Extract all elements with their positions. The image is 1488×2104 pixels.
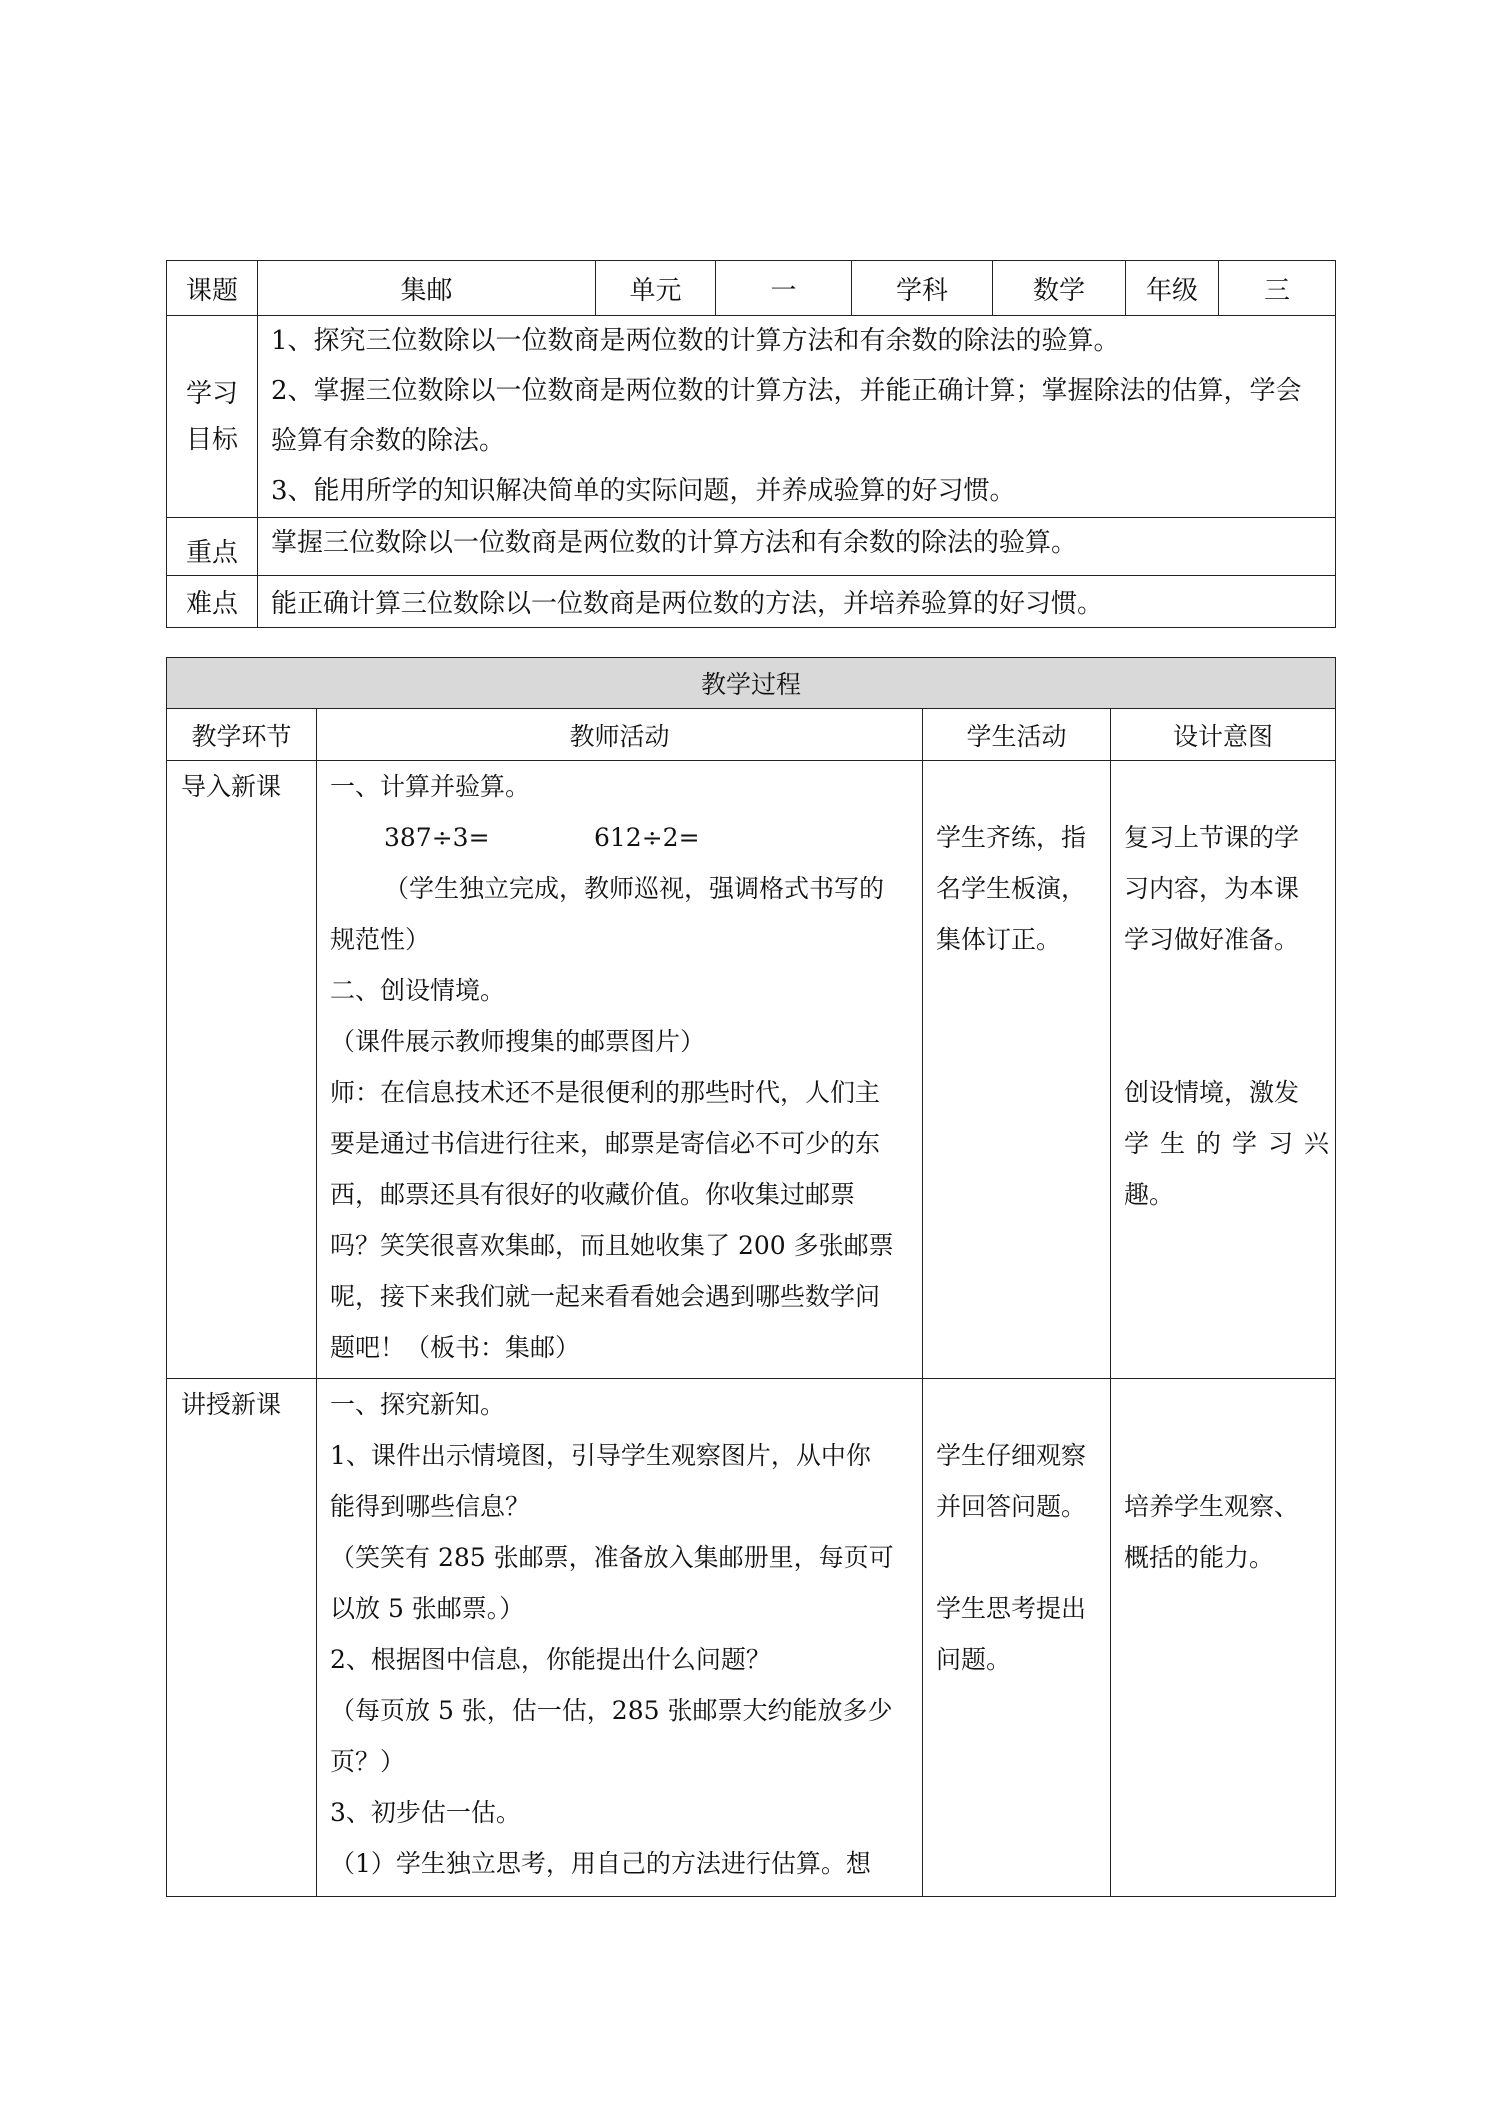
topic-value: 集邮 <box>258 261 596 316</box>
new-lesson-stage: 讲授新课 <box>167 1379 317 1897</box>
unit-value: 一 <box>716 261 852 316</box>
intro-teacher-line4: 规范性） <box>330 925 431 954</box>
col-design-header: 设计意图 <box>1111 709 1336 761</box>
intro-design-line4: 创设情境，激发 <box>1124 1078 1300 1107</box>
subject-label: 学科 <box>852 261 993 316</box>
col-student-header: 学生活动 <box>923 709 1111 761</box>
intro-design-intent <box>1111 761 1336 1379</box>
difficulty-text: 能正确计算三位数除以一位数商是两位数的方法，并培养验算的好习惯。 <box>258 576 1336 628</box>
new-teacher-line9: 3、初步估一估。 <box>330 1798 521 1827</box>
teaching-process-table <box>166 657 1336 1897</box>
objectives-content <box>258 316 1336 518</box>
intro-calc-a: 387÷3= <box>384 823 490 852</box>
intro-student-line1: 学生齐练，指 <box>936 823 1087 852</box>
new-design-line2: 概括的能力。 <box>1124 1543 1275 1572</box>
intro-teacher-line12: 题吧！（板书：集邮） <box>330 1333 581 1362</box>
new-student-line2: 并回答问题。 <box>936 1492 1087 1521</box>
key-point-text: 掌握三位数除以一位数商是两位数的计算方法和有余数的除法的验算。 <box>258 518 1336 576</box>
intro-student-line3: 集体订正。 <box>936 925 1062 954</box>
unit-label: 单元 <box>596 261 716 316</box>
objectives-label-line2: 目标 <box>185 424 238 455</box>
objectives-label <box>167 316 258 518</box>
new-teacher-line8: 页？） <box>330 1747 406 1776</box>
intro-design-line1: 复习上节课的学 <box>1124 823 1300 852</box>
intro-teacher-line11: 呢，接下来我们就一起来看看她会遇到哪些数学问 <box>330 1282 881 1311</box>
new-teacher-line2: 1、课件出示情境图，引导学生观察图片，从中你 <box>330 1441 871 1470</box>
objective-2-line2: 验算有余数的除法。 <box>271 426 506 456</box>
new-teacher-line7: （每页放 5 张，估一估，285 张邮票大约能放多少 <box>330 1696 893 1725</box>
new-student-line4: 问题。 <box>936 1645 1012 1674</box>
col-teacher-header: 教师活动 <box>317 709 923 761</box>
new-lesson-row <box>167 1379 1336 1897</box>
difficulty-label: 难点 <box>167 576 258 628</box>
grade-value: 三 <box>1219 261 1336 316</box>
col-stage-header: 教学环节 <box>167 709 317 761</box>
intro-teacher-line10: 吗？笑笑很喜欢集邮，而且她收集了 200 多张邮票 <box>330 1231 894 1260</box>
intro-row <box>167 761 1336 1379</box>
new-teacher-line4: （笑笑有 285 张邮票，准备放入集邮册里，每页可 <box>330 1543 894 1572</box>
intro-design-line5: 学生的学习兴 <box>1124 1129 1330 1158</box>
new-teacher-line6: 2、根据图中信息，你能提出什么问题？ <box>330 1645 771 1674</box>
process-title: 教学过程 <box>167 658 1336 709</box>
new-lesson-student-activity <box>923 1379 1111 1897</box>
new-lesson-design-intent <box>1111 1379 1336 1897</box>
new-teacher-line3: 能得到哪些信息？ <box>330 1492 531 1521</box>
intro-teacher-line6: （课件展示教师搜集的邮票图片） <box>330 1027 706 1056</box>
intro-stage: 导入新课 <box>167 761 317 1379</box>
intro-design-line6: 趣。 <box>1124 1180 1175 1209</box>
topic-label: 课题 <box>167 261 258 316</box>
intro-calc-b: 612÷2= <box>594 823 700 852</box>
subject-value: 数学 <box>993 261 1126 316</box>
intro-design-line3: 学习做好准备。 <box>1124 925 1300 954</box>
objective-1: 1、探究三位数除以一位数商是两位数的计算方法和有余数的除法的验算。 <box>271 326 1120 356</box>
new-teacher-line1: 一、探究新知。 <box>330 1390 506 1419</box>
objective-3: 3、能用所学的知识解决简单的实际问题，并养成验算的好习惯。 <box>271 476 1016 506</box>
intro-design-line2: 习内容，为本课 <box>1124 874 1300 903</box>
objective-2-line1: 2、掌握三位数除以一位数商是两位数的计算方法，并能正确计算；掌握除法的估算，学会 <box>271 376 1302 406</box>
new-student-line3: 学生思考提出 <box>936 1594 1087 1623</box>
new-teacher-line5: 以放 5 张邮票。） <box>330 1594 525 1623</box>
new-student-line1: 学生仔细观察 <box>936 1441 1087 1470</box>
intro-student-line2: 名学生板演， <box>936 874 1087 903</box>
objectives-label-line1: 学习 <box>185 378 238 409</box>
intro-teacher-activity <box>317 761 923 1379</box>
intro-teacher-line7: 师：在信息技术还不是很便利的那些时代，人们主 <box>330 1078 881 1107</box>
intro-student-activity <box>923 761 1111 1379</box>
intro-teacher-line9: 西，邮票还具有很好的收藏价值。你收集过邮票 <box>330 1180 856 1209</box>
intro-teacher-line1: 一、计算并验算。 <box>330 772 531 801</box>
new-teacher-line10: （1）学生独立思考，用自己的方法进行估算。想 <box>330 1849 871 1878</box>
lesson-info-table <box>166 260 1336 628</box>
intro-teacher-line5: 二、创设情境。 <box>330 976 506 1005</box>
intro-calc-row <box>330 812 922 863</box>
new-lesson-teacher-activity <box>317 1379 923 1897</box>
intro-teacher-line8: 要是通过书信进行往来，邮票是寄信必不可少的东 <box>330 1129 881 1158</box>
grade-label: 年级 <box>1126 261 1219 316</box>
new-design-line1: 培养学生观察、 <box>1124 1492 1300 1521</box>
key-point-label: 重点 <box>167 518 258 576</box>
intro-teacher-line3: （学生独立完成，教师巡视，强调格式书写的 <box>384 874 885 903</box>
